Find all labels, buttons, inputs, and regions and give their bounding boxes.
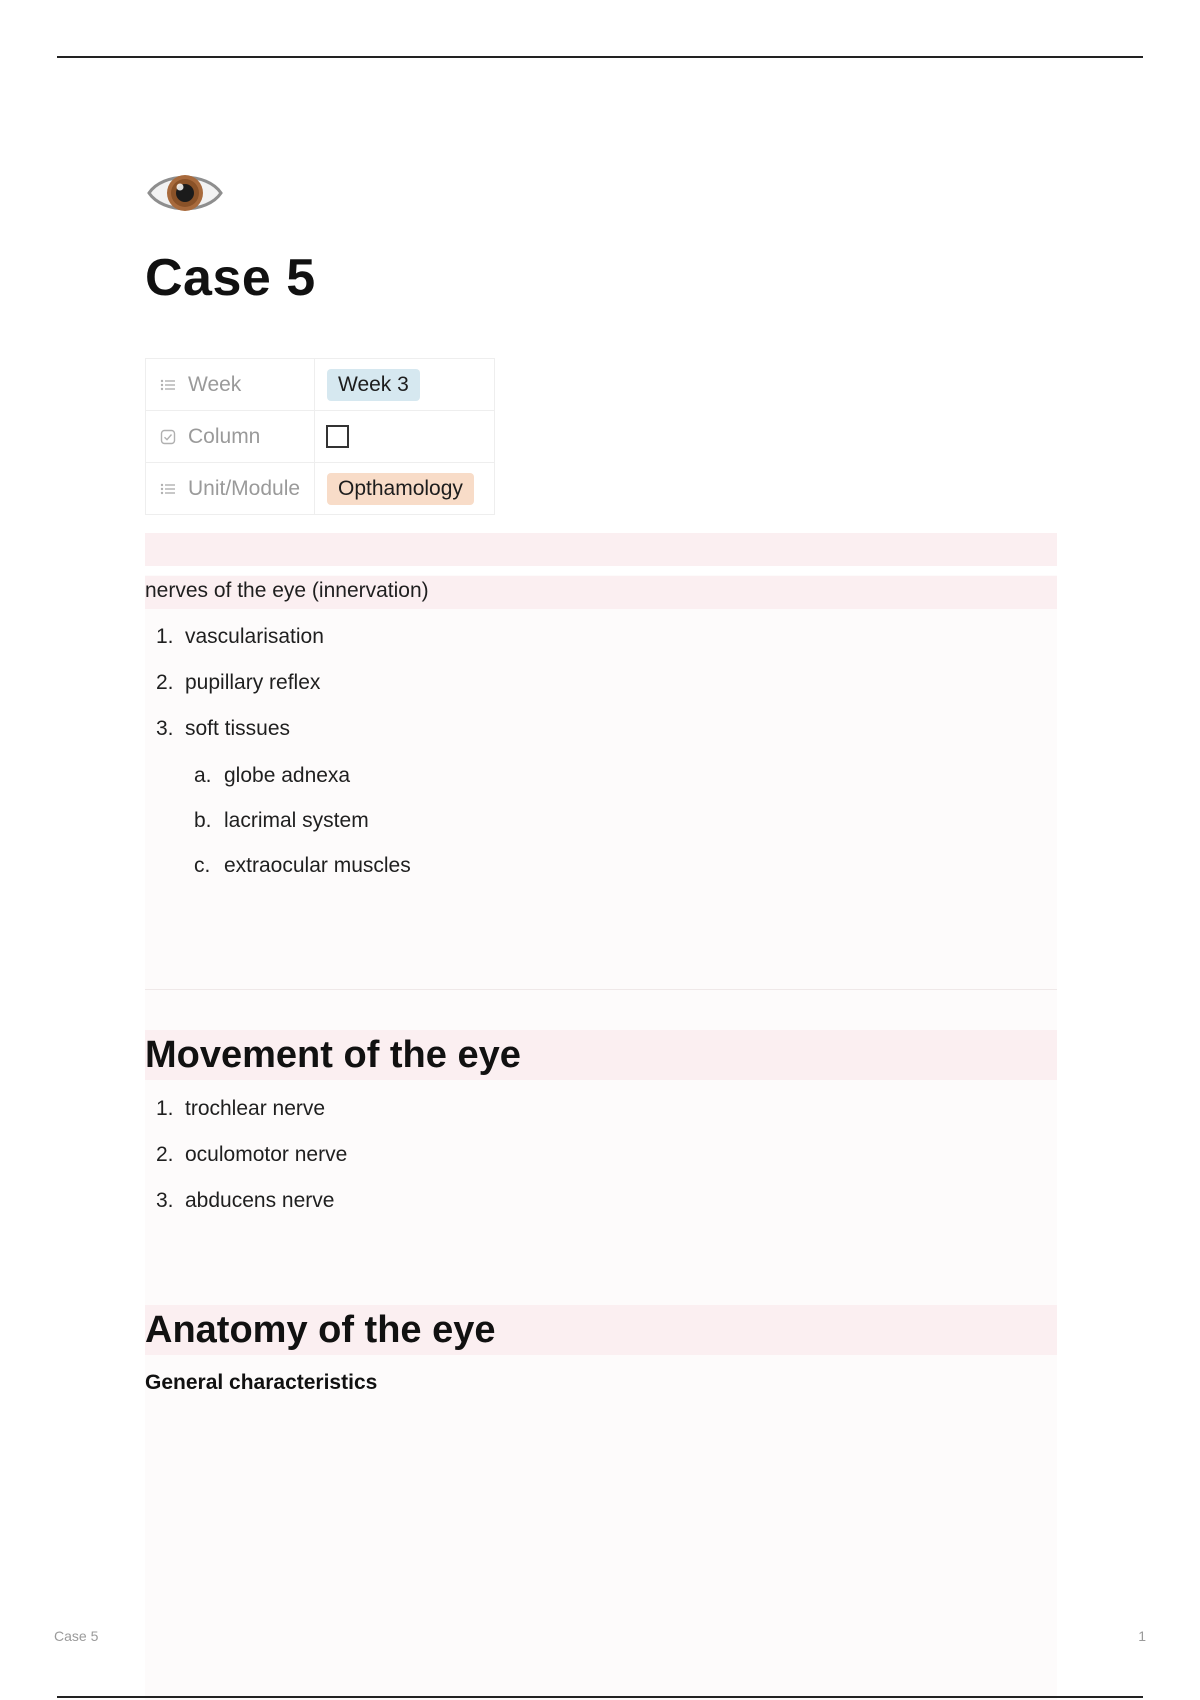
list-item: c. extraocular muscles (194, 854, 411, 877)
bottom-rule (57, 1696, 1143, 1698)
list-item: 1. trochlear nerve (156, 1097, 326, 1120)
property-value[interactable] (315, 411, 495, 463)
list-item: 3. soft tissues (156, 717, 291, 740)
intro-list (145, 614, 324, 752)
footer-document-name: Case 5 (54, 1628, 99, 1644)
property-row-column[interactable] (146, 411, 495, 463)
property-key: Column (146, 411, 315, 463)
divider (145, 989, 1057, 990)
property-value[interactable] (315, 359, 495, 411)
movement-list (145, 1086, 347, 1224)
eye-icon (145, 162, 225, 224)
property-row-unit-module[interactable] (146, 463, 495, 515)
unit-module-tag[interactable]: Opthamology (327, 473, 474, 505)
property-key: Unit/Module (146, 463, 315, 515)
soft-tissues-sublist (185, 753, 411, 888)
checkbox-property-icon (160, 429, 176, 445)
list-icon (160, 481, 176, 497)
property-key: Week (146, 359, 315, 411)
list-item: a. globe adnexa (194, 764, 351, 787)
page-title: Case 5 (145, 249, 316, 307)
anatomy-heading: Anatomy of the eye (145, 1305, 1057, 1355)
list-item: 2. oculomotor nerve (156, 1143, 348, 1166)
list-item: 1. vascularisation (156, 625, 324, 648)
list-item: 2. pupillary reflex (156, 671, 321, 694)
property-value[interactable] (315, 463, 495, 515)
footer-page-number: 1 (1138, 1628, 1146, 1644)
list-item: b. lacrimal system (194, 809, 369, 832)
list-icon (160, 377, 176, 393)
intro-line: nerves of the eye (innervation) (145, 579, 429, 602)
empty-highlight-block (145, 533, 1057, 566)
properties-table (145, 358, 495, 515)
top-rule (57, 56, 1143, 58)
list-item: 3. abducens nerve (156, 1189, 335, 1212)
general-characteristics-subheading: General characteristics (145, 1371, 378, 1394)
movement-heading: Movement of the eye (145, 1030, 1057, 1080)
week-tag[interactable]: Week 3 (327, 369, 420, 401)
property-row-week[interactable] (146, 359, 495, 411)
column-checkbox[interactable] (326, 425, 349, 448)
